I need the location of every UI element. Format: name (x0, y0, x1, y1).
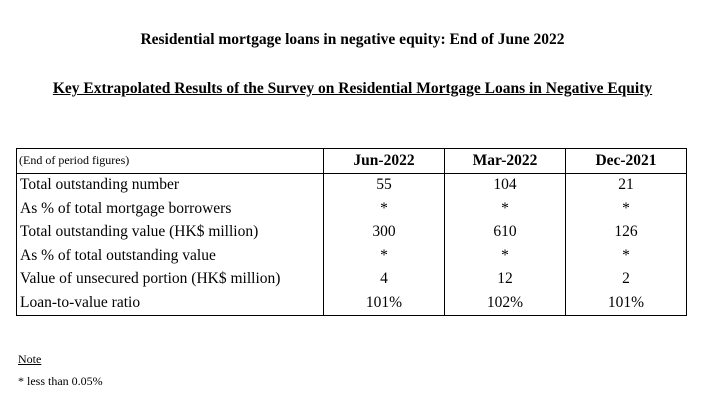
table-row (17, 244, 687, 268)
cell-value: * (566, 244, 687, 268)
cell-value: * (324, 244, 445, 268)
cell-value: 12 (445, 268, 566, 292)
row-label: Loan-to-value ratio (17, 291, 324, 315)
negative-equity-table (16, 148, 687, 316)
cell-value: 21 (566, 173, 687, 197)
cell-value: 2 (566, 268, 687, 292)
row-label: As % of total mortgage borrowers (17, 197, 324, 221)
cell-value: 104 (445, 173, 566, 197)
cell-value: 300 (324, 221, 445, 245)
column-header-jun-2022: Jun-2022 (324, 149, 445, 174)
table-header-row (17, 149, 687, 174)
column-header-mar-2022: Mar-2022 (445, 149, 566, 174)
cell-value: 101% (324, 291, 445, 315)
table-row (17, 173, 687, 197)
table-row (17, 221, 687, 245)
table-heading: Key Extrapolated Results of the Survey on Residential Mortgage Loans in Negative Equity (52, 80, 653, 97)
cell-value: * (445, 244, 566, 268)
note-heading: Note (18, 352, 42, 366)
note-text: * less than 0.05% (18, 374, 103, 388)
row-label: Total outstanding value (HK$ million) (17, 221, 324, 245)
table-row (17, 291, 687, 315)
document-title: Residential mortgage loans in negative equity: End of June 2022 (140, 31, 565, 48)
cell-value: 102% (445, 291, 566, 315)
row-label: Total outstanding number (17, 173, 324, 197)
cell-value: * (566, 197, 687, 221)
cell-value: 610 (445, 221, 566, 245)
cell-value: * (324, 197, 445, 221)
row-label: Value of unsecured portion (HK$ million) (17, 268, 324, 292)
table-row (17, 268, 687, 292)
row-label: As % of total outstanding value (17, 244, 324, 268)
cell-value: * (445, 197, 566, 221)
cell-value: 126 (566, 221, 687, 245)
cell-value: 4 (324, 268, 445, 292)
cell-value: 55 (324, 173, 445, 197)
column-header-dec-2021: Dec-2021 (566, 149, 687, 174)
corner-label: (End of period figures) (17, 149, 324, 174)
cell-value: 101% (566, 291, 687, 315)
table-row (17, 197, 687, 221)
